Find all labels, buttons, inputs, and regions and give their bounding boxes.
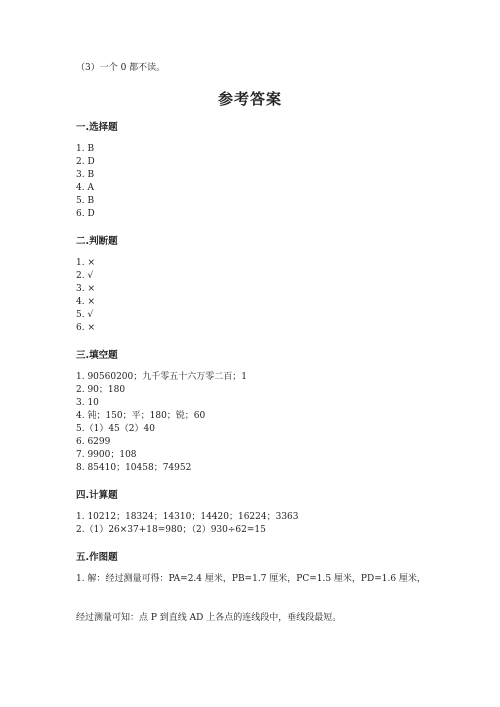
list-item: 2. D [76, 157, 95, 167]
list-item: 6. D [76, 209, 95, 219]
drawing-conclusion: 经过测量可知：点 P 到直线 AD 上各点的连线段中，垂线段最短。 [76, 613, 342, 623]
list-item: 4. × [76, 297, 95, 307]
list-item: 5. √ [76, 310, 94, 320]
list-item: 4. 钝；150；平；180；锐；60 [76, 411, 206, 421]
list-item: 6. 6299 [76, 437, 111, 447]
list-item: 1. B [76, 144, 95, 154]
drawing-answer-paragraph: 1. 解：经过测量可得：PA=2.4 厘米，PB=1.7 厘米，PC=1.5 厘米，PD=1.6 厘米， [76, 574, 426, 584]
section-heading-choice: 一.选择题 [76, 122, 118, 133]
list-item: 5. B [76, 196, 95, 206]
list-item: 7. 9900；108 [76, 450, 137, 460]
list-item: 1. 10212；18324；14310；14420；16224；3363 [76, 512, 299, 522]
list-item: 3. B [76, 170, 95, 180]
section-heading-fill: 三.填空题 [76, 350, 118, 361]
top-note: （3）一个 0 都不读。 [76, 63, 166, 73]
section-heading-calc: 四.计算题 [76, 490, 118, 501]
list-item: 2. 90；180 [76, 385, 126, 395]
list-item: 4. A [76, 183, 94, 193]
list-item: 2. √ [76, 271, 94, 281]
list-item: 1. 90560200；九千零五十六万零二百；1 [76, 372, 247, 382]
list-item: 2.（1）26×37+18=980；（2）930÷62=15 [76, 525, 266, 535]
list-item: 3. 10 [76, 398, 99, 408]
section-heading-judge: 二.判断题 [76, 236, 118, 247]
list-item: 1. × [76, 258, 95, 268]
list-item: 5.（1）45（2）40 [76, 424, 155, 434]
section-heading-draw: 五.作图题 [76, 552, 118, 563]
list-item: 3. × [76, 284, 95, 294]
list-item: 6. × [76, 323, 95, 333]
list-item: 8. 85410；10458；74952 [76, 463, 192, 473]
page-title: 参考答案 [217, 90, 282, 108]
